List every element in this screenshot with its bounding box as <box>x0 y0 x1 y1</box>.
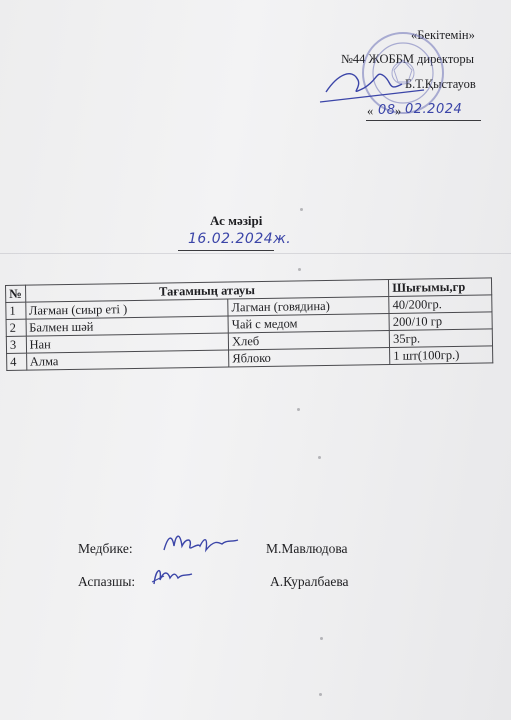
cook-signature <box>148 562 198 590</box>
approval-date-open-quote: « <box>367 104 374 118</box>
dish-name-ru: Чай с медом <box>228 313 389 333</box>
header-number: № <box>6 285 26 302</box>
nurse-label: Медбике: <box>78 541 133 556</box>
paper-speck <box>297 408 300 411</box>
dish-yield: 200/10 гр <box>389 312 492 331</box>
menu-date-underline <box>178 250 274 251</box>
header-dish-name: Тағамның атауы <box>25 279 389 302</box>
approval-date-close-quote: » <box>395 104 402 118</box>
dish-name-ru: Хлеб <box>228 330 389 350</box>
nurse-signature <box>160 528 240 558</box>
dish-name-kz: Балмен шәй <box>26 316 229 336</box>
dish-name-ru: Лагман (говядина) <box>228 296 389 316</box>
approval-director-name: Б.Т.Қыстауов <box>405 77 476 91</box>
menu-title: Ас мәзірі <box>210 213 263 228</box>
approval-date-rest: 02.2024 <box>405 102 463 117</box>
menu-date: 16.02.2024ж. <box>188 231 292 247</box>
dish-yield: 40/200гр. <box>389 295 492 314</box>
paper-speck <box>300 208 303 211</box>
dish-yield: 35гр. <box>389 329 492 348</box>
dish-yield: 1 шт(100гр.) <box>390 346 493 365</box>
approval-position: №44 ЖОББМ директоры <box>341 52 475 66</box>
paper-crease <box>0 253 511 254</box>
cook-label: Аспазшы: <box>78 574 136 589</box>
approval-heading: «Бекітемін» <box>411 28 475 42</box>
header-yield: Шығымы,гр <box>389 278 492 297</box>
paper-speck <box>318 456 321 459</box>
dish-name-ru: Яблоко <box>229 347 390 367</box>
dish-name-kz: Нан <box>26 333 229 353</box>
paper-speck <box>320 637 323 640</box>
paper-speck <box>319 693 322 696</box>
row-number: 1 <box>6 302 26 319</box>
menu-table <box>5 277 493 371</box>
paper-speck <box>298 268 301 271</box>
cook-name: А.Куралбаева <box>270 574 349 589</box>
approval-date-day: 08 <box>378 103 396 118</box>
dish-name-kz: Алма <box>26 350 229 370</box>
nurse-name: М.Мавлюдова <box>266 541 348 556</box>
row-number: 3 <box>6 336 26 353</box>
row-number: 4 <box>7 353 27 370</box>
dish-name-kz: Лағман (сиыр еті ) <box>25 299 228 319</box>
row-number: 2 <box>6 319 26 336</box>
